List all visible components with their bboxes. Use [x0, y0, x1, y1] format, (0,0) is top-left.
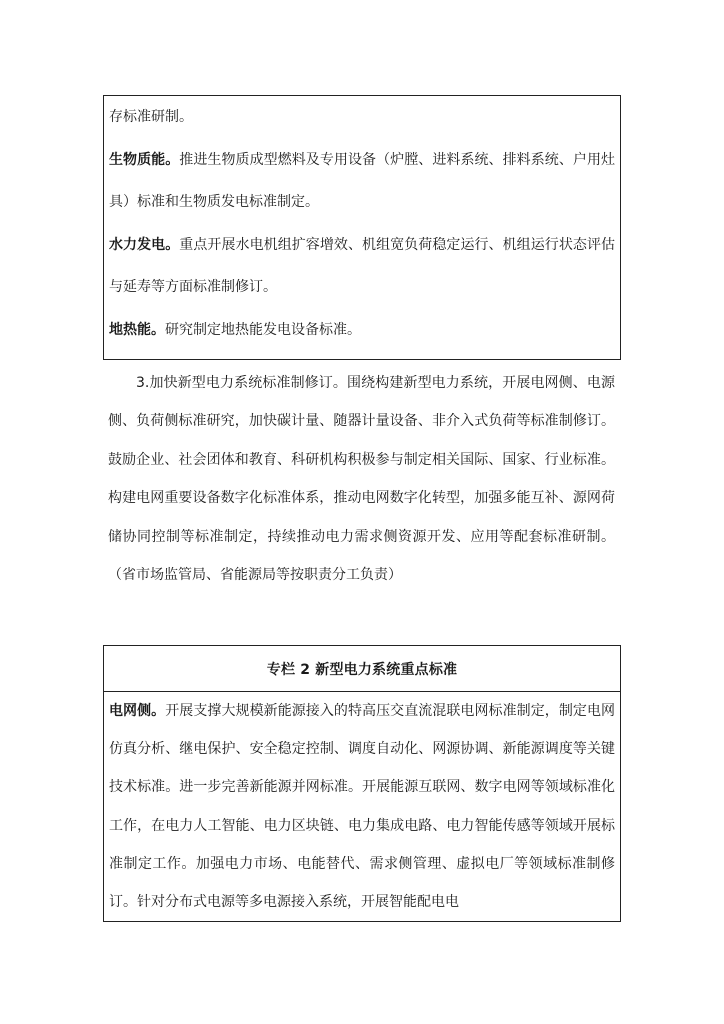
item-biomass [109, 139, 615, 224]
column-2-box [103, 645, 621, 922]
item-text: 研究制定地热能发电设备标准。 [165, 321, 361, 338]
item-term: 水力发电。 [109, 236, 180, 253]
item-text: 开展支撑大规模新能源接入的特高压交直流混联电网标准制定，制定电网仿真分析、继电保护、安全稳定控制、调度自动化、网源协调、新能源调度等关键技术标准。进一步完善新能源并网标准。开展能源互联网、数字电网等领域标准化工作，在电力人工智能、电力区块链、电力集成电路、电力智能传感等领域开展标准制定工作。加强电力市场、电能替代、需求侧管理、虚拟电厂等领域标准制修订。针对分布式电源等多电源接入系统，开展智能配电电 [109, 703, 616, 911]
item-term: 生物质能。 [109, 151, 180, 168]
item-term: 电网侧。 [109, 703, 166, 719]
continued-line: 存标准研制。 [109, 109, 193, 125]
item-text: 推进生物质成型燃料及专用设备（炉膛、进料系统、排料系统、户用灶具）标准和生物质发电标准制定。 [109, 151, 616, 210]
item-term: 地热能。 [109, 321, 165, 338]
column-title: 专栏 2 新型电力系统重点标准 [104, 646, 620, 692]
continued-standards-box [103, 95, 621, 360]
item-text: 重点开展水电机组扩容增效、机组宽负荷稳定运行、机组运行状态评估与延寿等方面标准制修订。 [109, 236, 616, 295]
body-paragraph: 3.加快新型电力系统标准制修订。围绕构建新型电力系统，开展电网侧、电源侧、负荷侧标准研究，加快碳计量、随器计量设备、非介入式负荷等标准制修订。鼓励企业、社会团体和教育、科研机构积极参与制定相关国际、国家、行业标准。构建电网重要设备数字化标准体系，推动电网数字化转型，加强多能互补、源网荷储协同控制等标准制定，持续推动电力需求侧资源开发、应用等配套标准研制。（省市场监管局、省能源局等按职责分工负责） [108, 375, 615, 584]
box-body [104, 692, 620, 921]
item-geothermal [109, 309, 615, 352]
item-grid-side [109, 692, 615, 921]
item-hydropower [109, 224, 615, 309]
box-body [104, 96, 620, 351]
